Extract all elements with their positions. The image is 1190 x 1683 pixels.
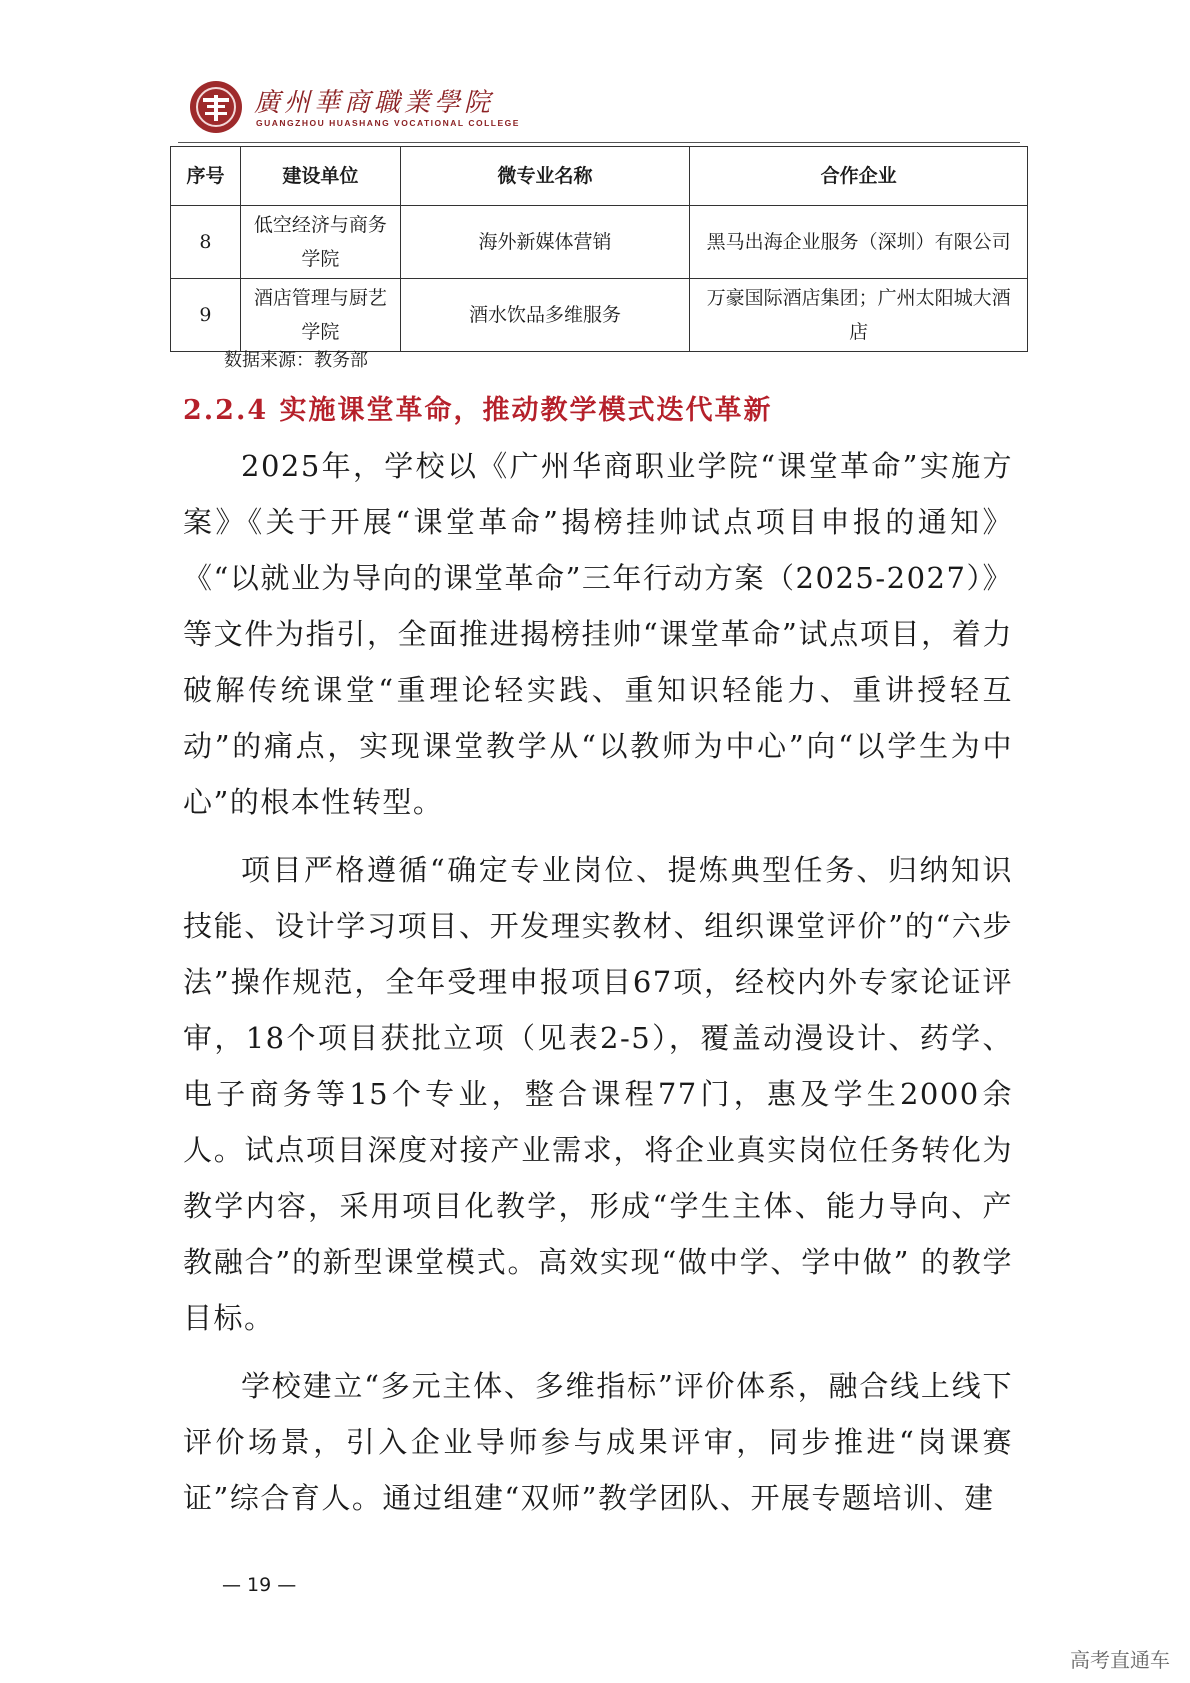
college-logo-icon — [190, 81, 242, 133]
college-name-en: GUANGZHOU HUASHANG VOCATIONAL COLLEGE — [256, 118, 520, 128]
col-header-major: 微专业名称 — [400, 147, 690, 206]
college-name-cn: 廣州華商職業學院 — [254, 88, 495, 118]
paragraph: 2025年，学校以《广州华商职业学院“课堂革命”实施方案》《关于开展“课堂革命”揭榜挂帅试点项目申报的通知》《“以就业为导向的课堂革命”三年行动方案（2025-2027）》等文件为指引，全面推进揭榜挂帅“课堂革命”试点项目，着力破解传统课堂“重理论轻实践、重知识轻能力、重讲授轻互动”的痛点，实现课堂教学从“以教师为中心”向“以学生为中心”的根本性转型。 — [183, 449, 1013, 819]
col-header-partner: 合作企业 — [690, 147, 1028, 206]
table-row — [171, 279, 1028, 352]
table-header-row — [171, 147, 1028, 206]
cell-partner: 万豪国际酒店集团；广州太阳城大酒店 — [690, 279, 1028, 352]
paragraph: 项目严格遵循“确定专业岗位、提炼典型任务、归纳知识技能、设计学习项目、开发理实教材、组织课堂评价”的“六步法”操作规范，全年受理申报项目67项，经校内外专家论证评审，18个项目获批立项（见表2-5），覆盖动漫设计、药学、电子商务等15个专业，整合课程77门，惠及学生2000余人。试点项目深度对接产业需求，将企业真实岗位任务转化为教学内容，采用项目化教学，形成“学生主体、能力导向、产教融合”的新型课堂模式。高效实现“做中学、学中做” 的教学目标。 — [183, 853, 1013, 1335]
col-header-no: 序号 — [171, 147, 241, 206]
cell-partner: 黑马出海企业服务（深圳）有限公司 — [690, 206, 1028, 279]
body-text — [183, 438, 1013, 1538]
header-divider — [178, 142, 1020, 143]
page-number: — 19 — — [222, 1574, 297, 1596]
data-source-note: 数据来源：教务部 — [224, 350, 368, 371]
cell-major: 海外新媒体营销 — [400, 206, 690, 279]
cell-unit: 酒店管理与厨艺学院 — [240, 279, 400, 352]
cell-no: 8 — [171, 206, 241, 279]
col-header-unit: 建设单位 — [240, 147, 400, 206]
micro-major-table — [170, 146, 1028, 352]
cell-unit: 低空经济与商务学院 — [240, 206, 400, 279]
page-header — [190, 76, 1020, 140]
section-heading: 2.2.4 实施课堂革命，推动教学模式迭代革新 — [183, 395, 773, 426]
cell-major: 酒水饮品多维服务 — [400, 279, 690, 352]
paragraph: 学校建立“多元主体、多维指标”评价体系，融合线上线下评价场景，引入企业导师参与成果评审，同步推进“岗课赛证”综合育人。通过组建“双师”教学团队、开展专题培训、建 — [183, 1369, 1013, 1515]
watermark-text: 高考直通车 — [1070, 1648, 1170, 1672]
table-row — [171, 206, 1028, 279]
cell-no: 9 — [171, 279, 241, 352]
